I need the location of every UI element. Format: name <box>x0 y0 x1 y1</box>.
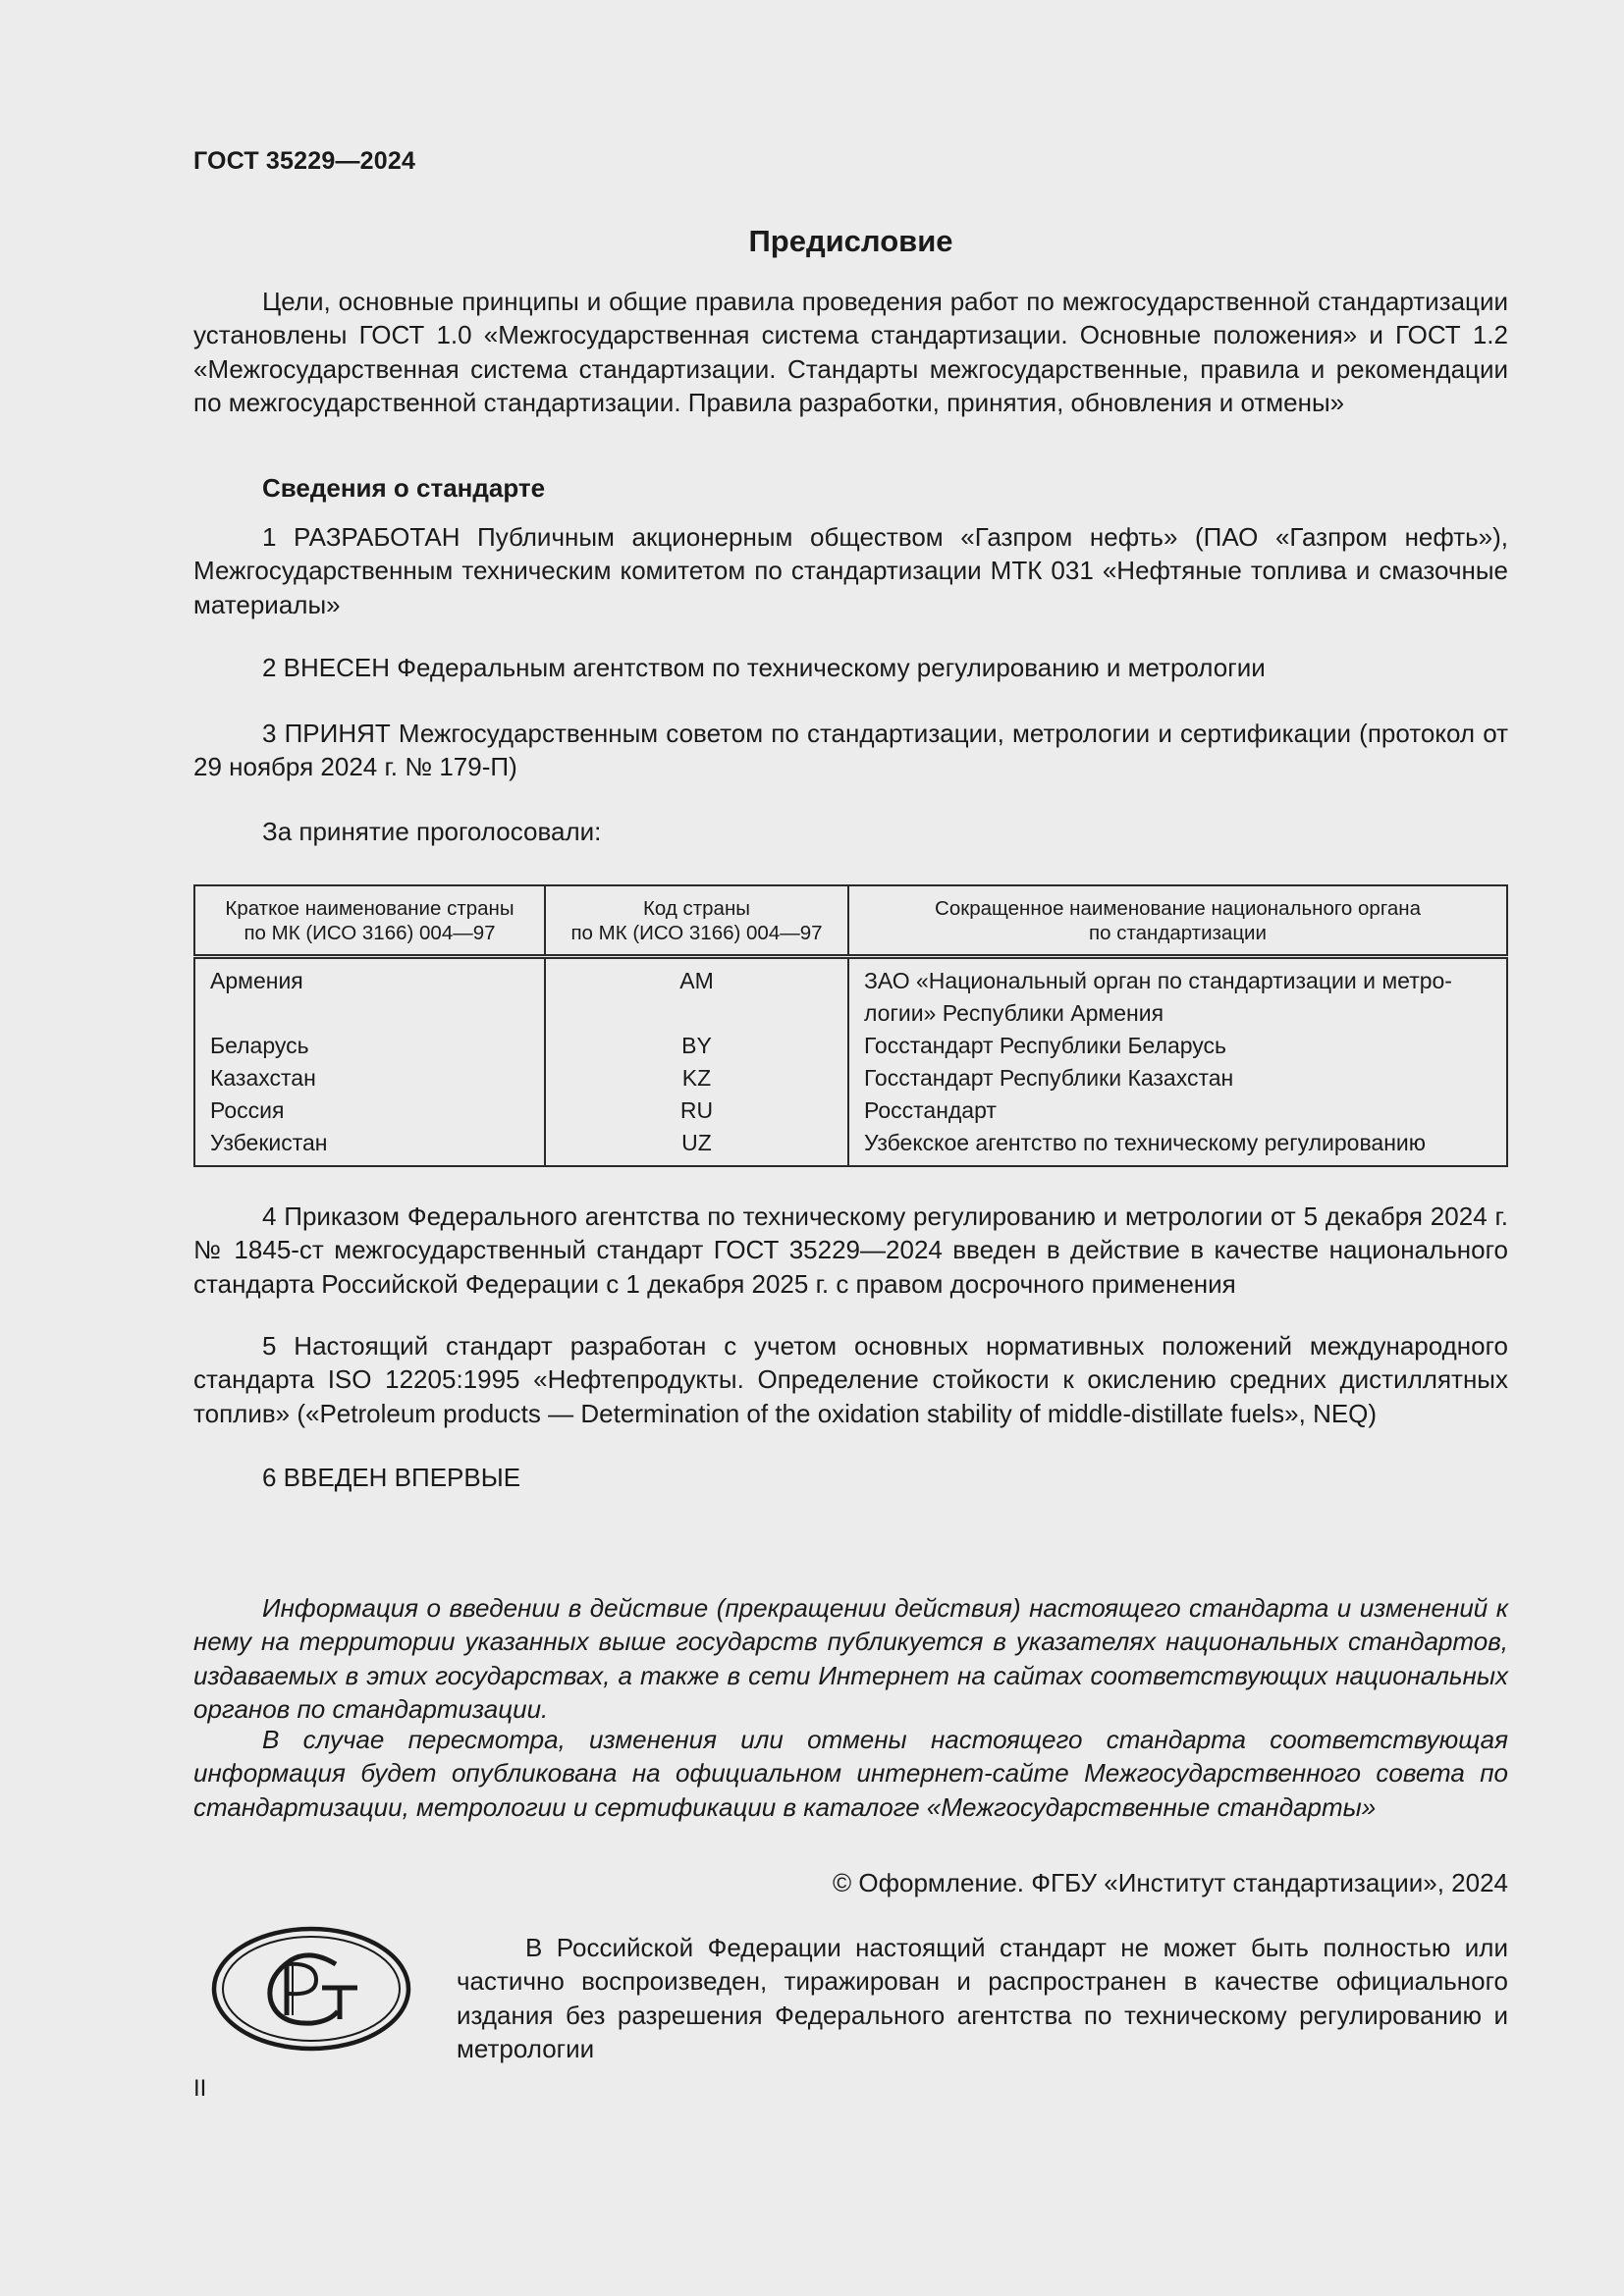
intro-paragraph: Цели, основные принципы и общие правила проведения работ по межгосударственной стандартизации установлены ГОСТ 1.0 «Межгосударственная система стандартизации. Основные положения» и ГОСТ 1.2 «Межгосударственная система стандартизации. Стандарты межгосударственные, правила и рекомендации по межгосударственной стандартизации. Правила разработки, принятия, обновления и отмены» <box>193 287 1508 418</box>
header-country-code: Код страны по МК (ИСО 3166) 004—97 <box>545 885 848 957</box>
header-national-body: Сокращенное наименование национального органа по стандартизации <box>848 885 1507 957</box>
page-title: Предисловие <box>748 224 953 258</box>
item-adopted: 3 ПРИНЯТ Межгосударственным советом по стандартизации, метрологии и сертификации (протокол от 29 ноября 2024 г. № 179-П) <box>193 719 1508 782</box>
voted-label: За принятие проголосовали: <box>262 817 602 846</box>
item-based-on: 5 Настоящий стандарт разработан с учетом основных нормативных положений международного стандарта ISO 12205:1995 «Нефтепродукты. Определение стойкости к окислению средних дистиллятных топлив» («Petroleum products — Determination of the oxidation stability of middle-distillate fuels», NEQ) <box>193 1331 1508 1428</box>
cell-body: Узбекское агентство по техническому регулированию <box>848 1127 1507 1166</box>
cell-country: Казахстан <box>194 1062 545 1095</box>
cell-body: Госстандарт Республики Беларусь <box>848 1030 1507 1062</box>
cell-code: RU <box>545 1095 848 1127</box>
cell-code: BY <box>545 1030 848 1062</box>
voting-countries-table <box>193 884 1508 1167</box>
cell-code: KZ <box>545 1062 848 1095</box>
cell-country: Россия <box>194 1095 545 1127</box>
copyright-line: © Оформление. ФГБУ «Институт стандартизации», 2024 <box>833 1868 1508 1897</box>
info-note-revision: В случае пересмотра, изменения или отмены настоящего стандарта соответствующая информация будет опубликована на официальном интернет-сайте Межгосударственного совета по стандартизации, метрологии и сертификации в каталоге «Межгосударственные стандарты» <box>193 1725 1508 1822</box>
reproduction-notice: В Российской Федерации настоящий стандарт не может быть полностью или частично воспроизведен, тиражирован и распространен в качестве официального издания без разрешения Федерального агентства по техническому регулированию и метрологии <box>457 1933 1508 2064</box>
cell-body: Госстандарт Республики Казахстан <box>848 1062 1507 1095</box>
cell-body: Росстандарт <box>848 1095 1507 1127</box>
page-number: II <box>193 2075 207 2102</box>
item-first-introduced: 6 ВВЕДЕН ВПЕРВЫЕ <box>262 1463 521 1492</box>
table-row <box>194 1095 1507 1127</box>
cell-body: ЗАО «Национальный орган по стандартизации и метро- логии» Республики Армения <box>848 957 1507 1031</box>
cell-country: Беларусь <box>194 1030 545 1062</box>
item-enacted: 4 Приказом Федерального агентства по техническому регулированию и метрологии от 5 декабря 2024 г. № 1845-ст межгосударственный стандарт ГОСТ 35229—2024 введен в действие в качестве национального стандарта Российской Федерации с 1 декабря 2025 г. с правом досрочного применения <box>193 1201 1508 1299</box>
svg-text:РСТ: РСТ <box>210 1925 212 1926</box>
rst-certification-mark-icon <box>210 1925 412 2057</box>
cell-country: Узбекистан <box>194 1127 545 1166</box>
table-row <box>194 1030 1507 1062</box>
cell-code: AM <box>545 957 848 1031</box>
standard-info-heading: Сведения о стандарте <box>262 473 546 503</box>
table-row <box>194 1127 1507 1166</box>
item-submitted: 2 ВНЕСЕН Федеральным агентством по техническому регулированию и метрологии <box>262 653 1266 682</box>
info-note-enactment: Информация о введении в действие (прекращении действия) настоящего стандарта и изменений к нему на территории указанных выше государств публикуется в указателях национальных стандартов, издаваемых в этих государствах, а также в сети Интернет на сайтах соответствующих национальных органов по стандартизации. <box>193 1593 1508 1725</box>
document-code: ГОСТ 35229—2024 <box>193 147 416 175</box>
cell-country: Армения <box>194 957 545 1031</box>
cell-code: UZ <box>545 1127 848 1166</box>
table-row <box>194 1062 1507 1095</box>
item-developed: 1 РАЗРАБОТАН Публичным акционерным обществом «Газпром нефть» (ПАО «Газпром нефть»), Межгосударственным техническим комитетом по стандартизации МТК 031 «Нефтяные топлива и смазочные материалы» <box>193 522 1508 619</box>
header-country-name: Краткое наименование страны по МК (ИСО 3166) 004—97 <box>194 885 545 957</box>
table-header-row <box>194 885 1507 957</box>
table-row <box>194 957 1507 1031</box>
